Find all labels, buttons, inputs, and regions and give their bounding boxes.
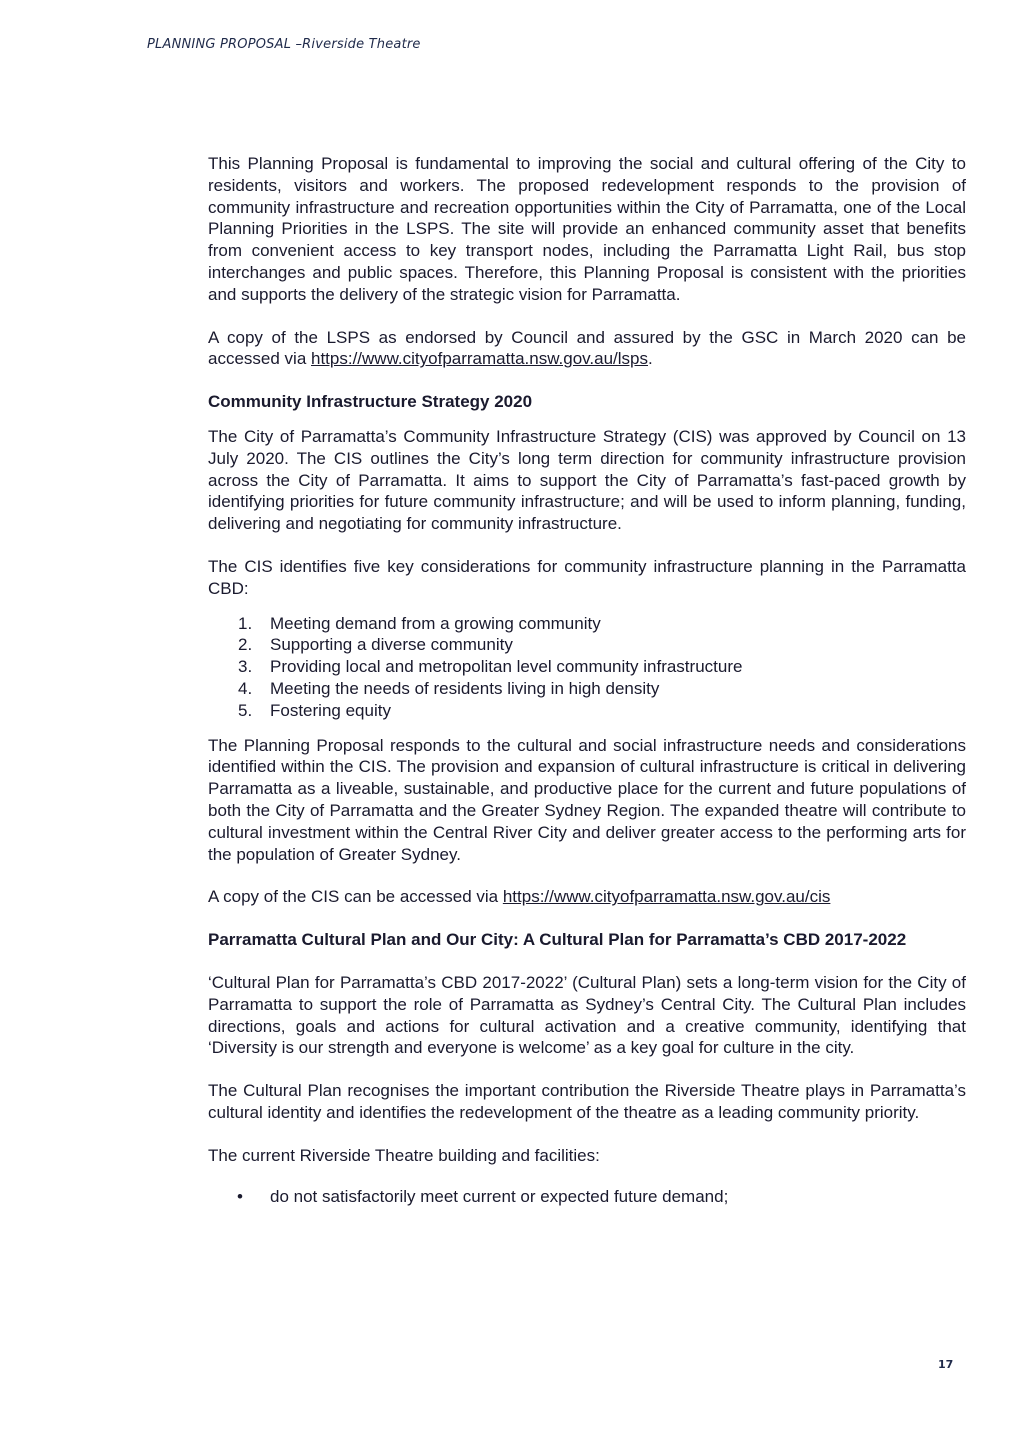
paragraph-cis-copy <box>208 886 966 908</box>
paragraph-cis-copy-text: A copy of the CIS can be accessed via <box>208 887 503 907</box>
list-item-text: Meeting the needs of residents living in high density <box>270 678 660 698</box>
facilities-list <box>208 1186 966 1208</box>
paragraph-riverside-facilities: The current Riverside Theatre building and facilities: <box>208 1145 600 1165</box>
paragraph-lsps-copy-end: . <box>648 349 653 369</box>
list-item <box>208 656 966 678</box>
list-item-number: 1. <box>238 613 253 633</box>
paragraph-lsps-copy-text: A copy of the LSPS as endorsed by Council and assured by the GSC in March 2020 can be accessed via <box>208 327 966 369</box>
page-number: 17 <box>938 1358 954 1371</box>
list-item-number: 5. <box>238 700 253 720</box>
paragraph-cis-response: The Planning Proposal responds to the cultural and social infrastructure needs and considerations identified within the CIS. The provision and expansion of cultural infrastructure is critical in delivering Parramatta as a liveable, sustainable, and productive place for the current and future populations of both the City of Parramatta and the Greater Sydney Region. The expanded theatre will contribute to cultural investment within the Central River City and deliver greater access to the performing arts for the population of Greater Sydney. <box>208 735 966 864</box>
page-body <box>208 153 966 1208</box>
list-item-text: Meeting demand from a growing community <box>270 613 601 633</box>
lsps-link[interactable]: https://www.cityofparramatta.nsw.gov.au/lsps <box>311 349 648 369</box>
paragraph-cultural-plan-riverside: The Cultural Plan recognises the important contribution the Riverside Theatre plays in Parramatta’s cultural identity and identifies the redevelopment of the theatre as a leading community priority. <box>208 1081 966 1122</box>
list-item <box>208 678 966 700</box>
list-item-number: 2. <box>238 635 253 655</box>
cis-link[interactable]: https://www.cityofparramatta.nsw.gov.au/cis <box>502 887 831 907</box>
heading-cultural-plan: Parramatta Cultural Plan and Our City: A Cultural Plan for Parramatta’s CBD 2017-2022 <box>208 930 907 950</box>
list-item-text: Providing local and metropolitan level community infrastructure <box>270 657 743 677</box>
list-item <box>208 700 966 722</box>
paragraph-cultural-plan-overview: ‘Cultural Plan for Parramatta’s CBD 2017-2022’ (Cultural Plan) sets a long-term vision for the City of Parramatta to support the role of Parramatta as Sydney’s Central City. The Cultural Plan includes directions, goals and actions for cultural activation and a creative community, identifying that ‘Diversity is our strength and everyone is welcome’ as a key goal for culture in the city. <box>208 972 966 1058</box>
list-item <box>208 1186 966 1208</box>
running-header: PLANNING PROPOSAL –Riverside Theatre <box>147 37 421 52</box>
paragraph-cis-considerations: The CIS identifies five key considerations for community infrastructure planning in the Parramatta CBD: <box>208 556 966 598</box>
list-item <box>208 634 966 656</box>
list-item-text: Supporting a diverse community <box>270 635 513 655</box>
paragraph-lsps-copy <box>208 327 966 371</box>
paragraph-lsps-consistency: This Planning Proposal is fundamental to improving the social and cultural offering of the City to residents, visitors and workers. The proposed redevelopment responds to the provision of community infrastructure and recreation opportunities within the City of Parramatta, one of the Local Planning Priorities in the LSPS. The site will provide an enhanced community asset that benefits from convenient access to key transport nodes, including the Parramatta Light Rail, bus stop interchanges and public spaces. Therefore, this Planning Proposal is consistent with the priorities and supports the delivery of the strategic vision for Parramatta. <box>208 154 966 304</box>
list-item-number: 3. <box>238 657 253 677</box>
bullet-marker: • <box>237 1187 243 1207</box>
list-item-text: Fostering equity <box>270 700 391 720</box>
considerations-list <box>208 613 966 722</box>
list-item-number: 4. <box>238 678 253 698</box>
paragraph-cis-overview: The City of Parramatta’s Community Infrastructure Strategy (CIS) was approved by Council on 13 July 2020. The CIS outlines the City’s long term direction for community infrastructure provision across the City of Parramatta. It aims to support the City of Parramatta’s fast-paced growth by identifying priorities for future community infrastructure; and will be used to inform planning, funding, delivering and negotiating for community infrastructure. <box>208 426 966 534</box>
list-item-text: do not satisfactorily meet current or expected future demand; <box>270 1187 729 1207</box>
list-item <box>208 613 966 635</box>
heading-cis: Community Infrastructure Strategy 2020 <box>208 392 533 412</box>
